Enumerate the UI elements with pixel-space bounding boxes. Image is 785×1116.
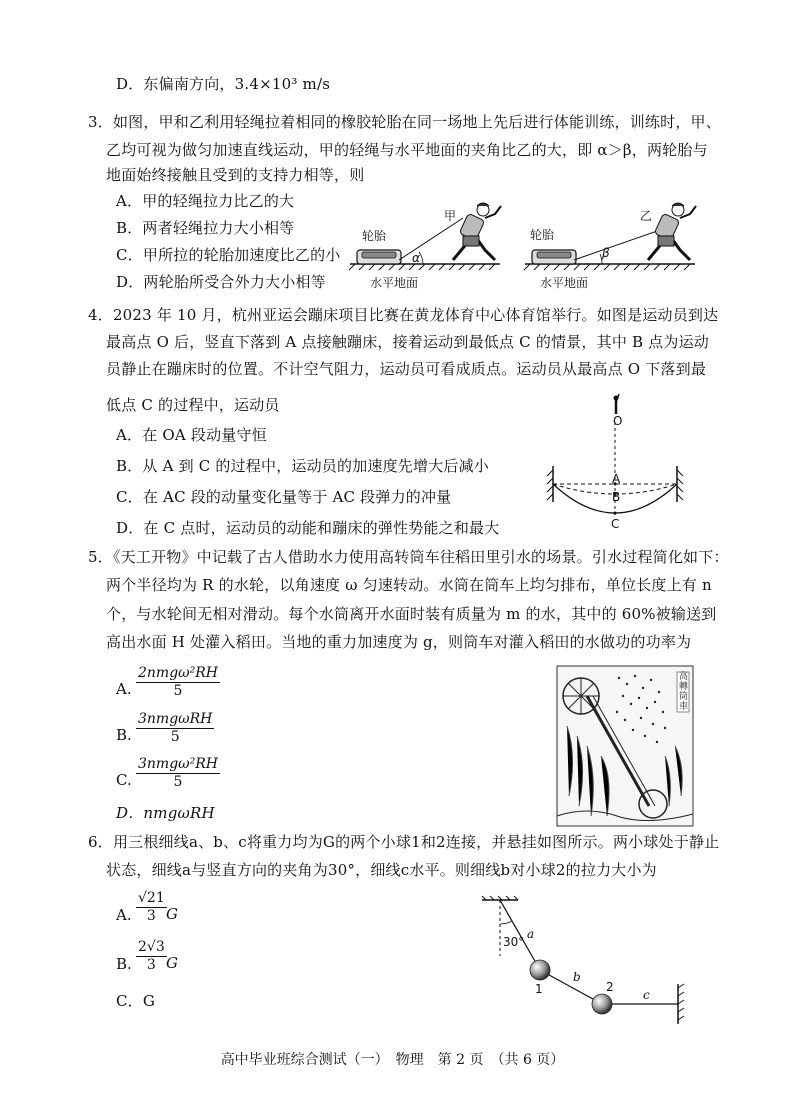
q5-option-c-numerator: 3nmgω²RH	[138, 756, 218, 772]
q4-option-d: D．在 C 点时，运动员的动能和蹦床的弹性势能之和最大	[116, 519, 500, 537]
q5-waterwheel-illustration	[557, 666, 693, 826]
q5-option-a-letter: A.	[116, 680, 132, 698]
q4-point-c: C	[611, 517, 620, 531]
q6-option-b-letter: B.	[116, 955, 132, 973]
q4-stem-line4: 低点 C 的过程中，运动员	[106, 396, 280, 414]
q6-option-a-denominator: 3	[146, 908, 156, 924]
q6-label-b: b	[573, 970, 581, 984]
q6-stem-line2: 状态，细线a与竖直方向的夹角为30°，细线c水平。则细线b对小球2的拉力大小为	[106, 861, 657, 879]
q5-stem-line4: 高出水面 H 处灌入稻田。当地的重力加速度为 g，则筒车对灌入稻田的水做功的功率为	[106, 633, 692, 651]
q3-left-tire-label: 轮胎	[362, 229, 387, 243]
q2-option-d: D．东偏南方向，3.4×10³ m/s	[116, 75, 331, 93]
q5-option-c-fraction	[136, 756, 220, 791]
q6-option-a-g: G	[166, 905, 178, 923]
q6-strings-figure	[478, 896, 688, 1026]
q4-point-o: O	[613, 414, 623, 428]
q5-option-a-fraction	[136, 665, 220, 700]
q4-stem-line1: 4．2023 年 10 月，杭州亚运会蹦床项目比赛在黄龙体育中心体育馆举行。如图是运动员到达	[88, 306, 719, 324]
q5-option-b-fraction	[136, 711, 214, 746]
q3-option-d: D．两轮胎所受合外力大小相等	[116, 273, 326, 291]
q5-option-a-denominator: 5	[173, 683, 183, 699]
q3-option-c: C．甲所拉的轮胎加速度比乙的小	[116, 246, 341, 264]
q4-option-c: C．在 AC 段的动量变化量等于 AC 段弹力的冲量	[116, 488, 452, 506]
q3-left-person-label: 甲	[444, 209, 457, 223]
q6-option-b-numerator: 2√3	[138, 939, 165, 955]
q4-point-a: A	[612, 472, 621, 486]
q6-option-a-numerator: √21	[138, 890, 165, 906]
q5-option-b-numerator: 3nmgωRH	[138, 711, 213, 727]
q6-option-b-g: G	[166, 954, 178, 972]
q3-stem-line3: 地面始终接触且受到的支持力相等，则	[106, 166, 365, 184]
q6-ball1-label: 1	[535, 982, 543, 996]
q4-point-b: B	[612, 490, 621, 504]
q5-option-a-numerator: 2nmgω²RH	[138, 665, 218, 681]
q6-label-a: a	[527, 927, 535, 941]
q4-option-a: A．在 OA 段动量守恒	[116, 426, 267, 444]
q3-option-a: A．甲的轻绳拉力比乙的大	[116, 192, 295, 210]
q3-stem-line2: 乙均可视为做匀加速直线运动，甲的轻绳与水平地面的夹角比乙的大，即 α＞β，两轮胎与	[106, 141, 708, 159]
q3-beta-label: β	[602, 246, 610, 260]
q4-stem-line2: 最高点 O 后，竖直下落到 A 点接触蹦床，接着运动到最低点 C 的情景，其中 B 点为运动	[106, 333, 709, 351]
q3-stem-line1: 3．如图，甲和乙利用轻绳拉着相同的橡胶轮胎在同一场地上先后进行体能训练，训练时，甲、	[88, 113, 721, 131]
q4-trampoline-figure	[545, 392, 695, 532]
q3-alpha-label: α	[412, 251, 420, 265]
q4-stem-line3: 员静止在蹦床时的位置。不计空气阻力，运动员可看成质点。运动员从最高点 O 下落到最	[106, 360, 707, 378]
q6-option-b-denominator: 3	[146, 957, 156, 973]
q5-option-b-letter: B.	[116, 726, 132, 744]
q6-option-c: C．G	[116, 992, 156, 1010]
q5-stem-line3: 个，与水轮间无相对滑动。每个水筒离开水面时装有质量为 m 的水，其中的 60%被输送到	[106, 605, 717, 623]
q3-right-ground-label: 水平地面	[540, 276, 589, 290]
q6-option-b-fraction	[136, 939, 167, 974]
q5-stem-line2: 两个半径均为 R 的水轮，以角速度 ω 匀速转动。水筒在筒车上均匀排布，单位长度上有 n	[106, 576, 712, 594]
q5-stem-line1: 5．《天工开物》中记载了古人借助水力使用高转筒车往稻田里引水的场景。引水过程简化如下：	[88, 548, 729, 566]
q5-illustration-caption: 高轉筒車	[679, 672, 689, 712]
q5-option-d: D．nmgωRH	[116, 804, 215, 822]
q5-option-c-denominator: 5	[173, 774, 183, 790]
q6-option-a-fraction	[136, 890, 167, 925]
q4-option-b: B．从 A 到 C 的过程中，运动员的加速度先增大后减小	[116, 457, 490, 475]
q6-label-c: c	[643, 988, 650, 1002]
q3-right-tire-label: 轮胎	[530, 228, 555, 242]
q3-right-person-label: 乙	[640, 209, 653, 223]
q6-ball2-label: 2	[606, 980, 614, 994]
q6-option-a-letter: A.	[116, 906, 132, 924]
q3-left-ground-label: 水平地面	[370, 276, 419, 290]
q5-option-b-denominator: 5	[170, 729, 180, 745]
q6-stem-line1: 6．用三根细线a、b、c将重力均为G的两个小球1和2连接，并悬挂如图所示。两小球处于静止	[88, 833, 720, 851]
page-footer: 高中毕业班综合测试（一） 物理 第 2 页 （共 6 页）	[220, 1052, 565, 1068]
q6-angle-label: 30°	[503, 935, 525, 949]
q3-option-b: B．两者轻绳拉力大小相等	[116, 219, 295, 237]
q5-option-c-letter: C.	[116, 771, 132, 789]
